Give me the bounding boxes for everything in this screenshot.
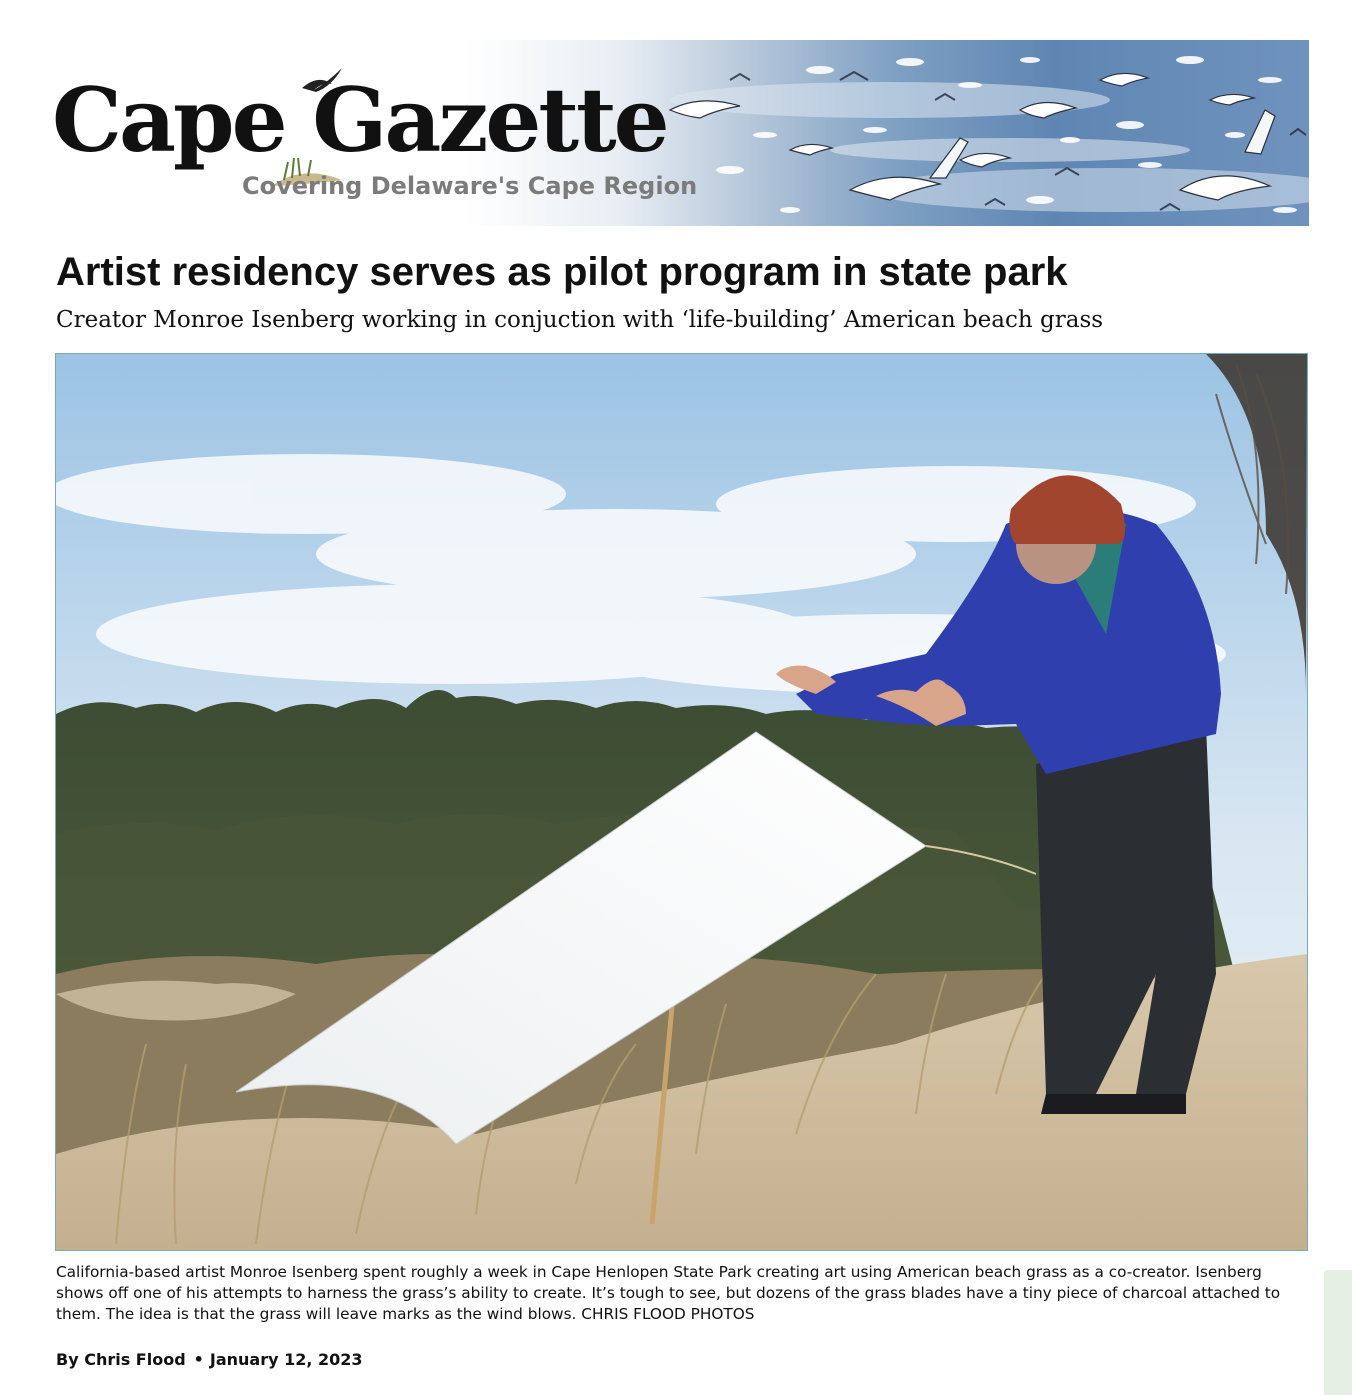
byline-date: January 12, 2023: [209, 1350, 363, 1369]
byline-author[interactable]: By Chris Flood: [56, 1350, 186, 1369]
side-tab-widget[interactable]: [1324, 1270, 1352, 1395]
photo-caption: California-based artist Monroe Isenberg spent roughly a week in Cape Henlopen State Park creating art using American beach grass as a co-creator. Isenberg shows off one of his attempts to harness the grass’s ability to create. It’s tough to see, but dozens of the grass blades have a tiny piece of charcoal attached to them. The idea is that the grass will leave marks as the wind blows. CHRIS FLOOD PHOTOS: [56, 1263, 1281, 1323]
article-headline: Artist residency serves as pilot program in state park: [56, 250, 1068, 294]
logo-tagline: Covering Delaware's Cape Region: [242, 172, 698, 200]
masthead-banner[interactable]: [30, 40, 1309, 226]
article-photo[interactable]: [55, 353, 1308, 1251]
logo-title: Cape Gazette: [52, 68, 667, 172]
artist-on-dune-photo-icon: [56, 354, 1307, 1250]
article-subheadline: Creator Monroe Isenberg working in conjuction with ‘life-building’ American beach grass: [56, 307, 1104, 333]
byline: [56, 1350, 363, 1369]
byline-separator: •: [193, 1350, 204, 1369]
